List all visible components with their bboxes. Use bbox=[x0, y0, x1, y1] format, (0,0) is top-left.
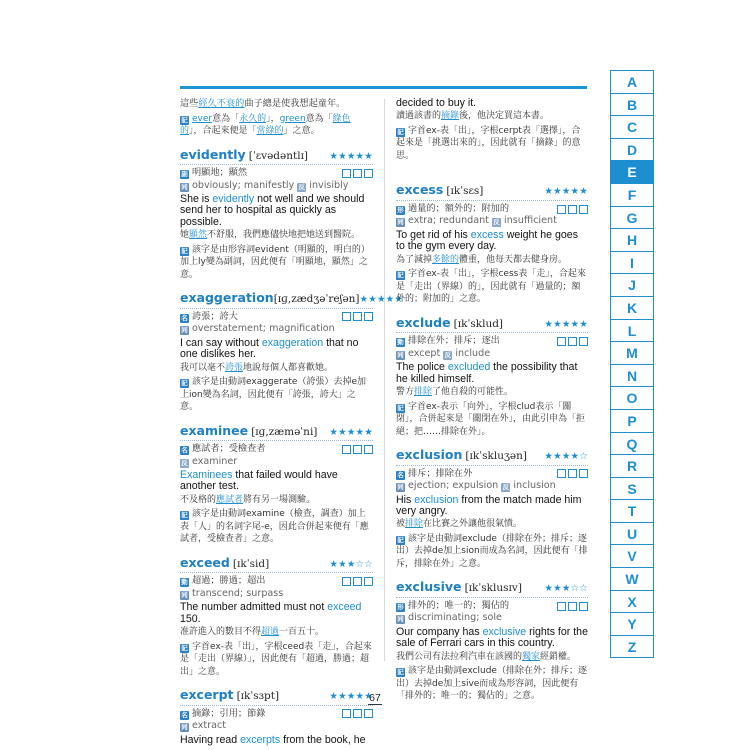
tab-a[interactable]: A bbox=[610, 70, 654, 94]
meaning: 誇張；誇大 bbox=[192, 310, 238, 322]
rating-stars: ★★★★★ bbox=[329, 426, 373, 438]
tab-n[interactable]: N bbox=[610, 364, 654, 388]
rating-stars: ★★★★★ bbox=[544, 186, 588, 198]
tab-v[interactable]: V bbox=[610, 544, 654, 568]
headword: exceed bbox=[180, 554, 230, 570]
synonym-icon: 同 bbox=[397, 218, 404, 227]
phonetic: [ɪkˈskluʒən] bbox=[465, 450, 527, 463]
meaning: 超過；勝過；超出 bbox=[192, 575, 266, 587]
example-en: The number admitted must not exceed 150. bbox=[180, 601, 362, 625]
synonym-icon: 同 bbox=[181, 723, 188, 732]
synonyms: 同 extra; redundant 反 insufficient bbox=[397, 215, 557, 227]
etymology-note: 記 該字是由動詞exaggerate（誇張）去掉e加上ion變為名詞，因此便有「誇張，誇大」之意。 bbox=[180, 377, 367, 413]
pos-icon: 動 bbox=[181, 578, 188, 587]
review-checkboxes[interactable] bbox=[557, 469, 588, 478]
pos-icon: 動 bbox=[397, 338, 404, 347]
entry-exclude bbox=[396, 314, 588, 438]
entry-exceed bbox=[180, 554, 373, 678]
phonetic: [ˈɛvədəntlɪ] bbox=[248, 149, 309, 162]
rating-stars: ★★★☆☆ bbox=[329, 558, 373, 570]
meaning: 排外的；唯一的；獨佔的 bbox=[408, 599, 510, 611]
review-checkboxes[interactable] bbox=[342, 312, 373, 321]
antonyms: 反 examiner bbox=[181, 455, 238, 467]
antonym-icon: 反 bbox=[493, 218, 500, 227]
tab-b[interactable]: B bbox=[610, 93, 654, 117]
entry-excess bbox=[396, 184, 588, 305]
review-checkboxes[interactable] bbox=[557, 602, 588, 611]
review-checkboxes[interactable] bbox=[342, 577, 373, 586]
tab-j[interactable]: J bbox=[610, 273, 654, 297]
pos-icon: 名 bbox=[397, 470, 404, 479]
tab-u[interactable]: U bbox=[610, 522, 654, 546]
review-checkboxes[interactable] bbox=[342, 169, 373, 178]
tab-t[interactable]: T bbox=[610, 499, 654, 523]
headword: exclusion bbox=[396, 447, 463, 463]
entry-exclusion bbox=[396, 449, 588, 570]
example-zh: 讀過該書的摘錄後，他決定買這本書。 bbox=[396, 111, 550, 122]
etymology-note: 記 字首ex-表「出」，字根cerpt表「選擇」，合起來是「挑選出來的」，因此就有「摘錄」的意思。 bbox=[396, 125, 581, 161]
phonetic: [ɪkˈsɛs] bbox=[446, 185, 484, 198]
review-checkboxes[interactable] bbox=[342, 445, 373, 454]
note-icon: 記 bbox=[397, 535, 404, 544]
tab-e[interactable]: E bbox=[610, 160, 654, 184]
etymology-note: 記 字首ex-表「出」，字根ceed表「走」，合起來是「走出（界線）」，因此便有「超過，勝過；超出」之意。 bbox=[180, 641, 372, 677]
tab-p[interactable]: P bbox=[610, 409, 654, 433]
meaning: 過量的；額外的；附加的 bbox=[408, 202, 510, 214]
example-en-continued: decided to buy it. bbox=[396, 97, 477, 109]
example-zh: 為了減掉多餘的體重，他每天都去健身房。 bbox=[396, 254, 568, 265]
tab-q[interactable]: Q bbox=[610, 432, 654, 456]
pos-icon: 名 bbox=[181, 446, 188, 455]
note-icon: 記 bbox=[397, 271, 404, 280]
example-en: His exclusion from the match made him very angry. bbox=[396, 493, 582, 517]
antonym-icon: 反 bbox=[298, 182, 306, 191]
headword: exclusive bbox=[396, 579, 462, 595]
column-divider bbox=[384, 99, 385, 661]
pos-icon: 名 bbox=[181, 710, 188, 719]
synonyms: 同 discriminating; sole bbox=[397, 612, 502, 624]
meaning: 排除在外；排斥；逐出 bbox=[408, 335, 500, 347]
etymology-note: 記 該字是由動詞examine（檢查，調查）加上表「人」的名詞字尾-e，因此合併起來便有「應試者，受檢查者」之意。 bbox=[180, 509, 369, 545]
tab-y[interactable]: Y bbox=[610, 612, 654, 636]
intro-sentence: 這些經久不衰的曲子總是使我想起童年。 bbox=[180, 98, 346, 109]
example-zh: 我們公司有法拉利汽車在該國的獨家經銷權。 bbox=[396, 651, 577, 662]
note-icon: 記 bbox=[181, 511, 188, 520]
right-column bbox=[396, 98, 588, 703]
example-en: I can say without exaggeration that no one dislikes her. bbox=[180, 336, 359, 361]
rating-stars: ★★★★★ bbox=[359, 294, 404, 306]
phonetic: [ɪɡ,zædʒəˈreʃən] bbox=[273, 293, 360, 306]
pos-icon: 副 bbox=[181, 170, 188, 178]
note-icon: 記 bbox=[397, 127, 404, 136]
example-zh: 我可以毫不誇張地說每個人都喜歡她。 bbox=[180, 362, 334, 373]
etymology-note: 記 該字是由動詞exclude（排除在外；排斥；逐出）去掉de加上sion而成為名詞，因此便有「排斥，排除在外」之意。 bbox=[396, 533, 588, 569]
example-en: She is evidently not well and we should send her to hospital as quickly as possible. bbox=[180, 193, 365, 228]
headword: exaggeration bbox=[180, 290, 274, 306]
note-icon: 記 bbox=[397, 403, 404, 412]
synonyms: 同 transcend; surpass bbox=[181, 587, 284, 599]
example-zh: 不及格的應試者將有另一場測驗。 bbox=[180, 494, 316, 505]
rating-stars: ★★★★★ bbox=[329, 691, 373, 703]
phonetic: [ɪkˈsklusɪv] bbox=[464, 582, 522, 595]
meaning: 排斥；排除在外 bbox=[408, 467, 473, 479]
note-icon: 記 bbox=[181, 115, 188, 124]
synonyms: 同 ejection; expulsion 反 inclusion bbox=[397, 480, 556, 492]
rating-stars: ★★★☆☆ bbox=[544, 583, 588, 595]
example-zh: 她顯然不舒服，我們應儘快地把她送到醫院。 bbox=[180, 230, 361, 241]
pos-icon: 名 bbox=[181, 313, 188, 322]
page-number: 67 bbox=[369, 692, 381, 704]
synonym-icon: 同 bbox=[181, 182, 188, 191]
entry-evidently bbox=[180, 146, 373, 282]
note-icon: 記 bbox=[181, 643, 188, 652]
headword: excerpt bbox=[180, 687, 234, 703]
tab-m[interactable]: M bbox=[610, 341, 654, 365]
antonym-icon: 反 bbox=[502, 483, 510, 492]
headword: examinee bbox=[180, 422, 249, 438]
antonym-icon: 反 bbox=[181, 458, 188, 467]
etymology-note: 記 該字是由形容詞evident（明顯的，明白的）加上ly變為副詞，因此便有「明顯地，顯然」之意。 bbox=[180, 244, 370, 280]
note-icon: 記 bbox=[181, 379, 188, 388]
rating-stars: ★★★★★ bbox=[329, 150, 373, 162]
tab-c[interactable]: C bbox=[610, 115, 654, 139]
rating-stars: ★★★★★ bbox=[544, 318, 588, 330]
example-zh: 准許進入的數目不得超過一百五十。 bbox=[180, 627, 325, 638]
top-rule bbox=[180, 86, 587, 89]
tab-r[interactable]: R bbox=[610, 454, 654, 478]
etymology-note: 記 字首ex-表「出」，字根cess表「走」，合起來是「走出（界線）的」，因此就有「過量的；額外的；附加的」之意。 bbox=[396, 269, 586, 305]
note-icon: 記 bbox=[397, 668, 404, 677]
phonetic: [ɪkˈsklud] bbox=[453, 317, 504, 330]
entry-examinee bbox=[180, 422, 373, 546]
headword: exclude bbox=[396, 314, 451, 330]
synonyms: 同 obviously; manifestly 反 invisibly bbox=[181, 179, 349, 191]
review-checkboxes[interactable] bbox=[342, 709, 373, 718]
synonym-icon: 同 bbox=[397, 483, 404, 492]
synonym-icon: 同 bbox=[181, 590, 188, 599]
phonetic: [ɪkˈsɜpt] bbox=[236, 690, 280, 703]
meaning: 明顯地；顯然 bbox=[192, 167, 248, 178]
synonym-icon: 同 bbox=[181, 326, 188, 335]
pos-icon: 形 bbox=[397, 205, 404, 214]
entry-exaggeration bbox=[180, 290, 404, 413]
phonetic: [ɪkˈsid] bbox=[232, 557, 270, 570]
synonym-icon: 同 bbox=[397, 615, 404, 624]
meaning: 摘錄；引用；節錄 bbox=[192, 707, 266, 719]
synonyms: 同 extract bbox=[181, 720, 227, 732]
pos-icon: 形 bbox=[397, 602, 404, 611]
tab-x[interactable]: X bbox=[610, 590, 654, 614]
tab-o[interactable]: O bbox=[610, 386, 654, 410]
entry-exclusive bbox=[396, 581, 588, 702]
tab-k[interactable]: K bbox=[610, 296, 654, 320]
tab-f[interactable]: F bbox=[610, 183, 654, 207]
etymology-note: 記 字首ex-表示「向外」，字根clud表示「關閉」，合併起來是「關閉在外」，由此引申為「拒絕；把……排除在外」。 bbox=[396, 401, 586, 437]
phonetic: [ɪɡ,zæməˈni] bbox=[251, 425, 318, 438]
synonym-icon: 同 bbox=[397, 350, 404, 359]
example-en: Having read excerpts from the book, he bbox=[180, 733, 366, 746]
synonyms: 同 except 反 include bbox=[397, 347, 491, 359]
tab-i[interactable]: I bbox=[610, 251, 654, 275]
example-en: To get rid of his excess weight he goes to the gym every day. bbox=[396, 228, 578, 253]
tab-h[interactable]: H bbox=[610, 228, 654, 252]
meaning: 應試者；受檢查者 bbox=[192, 443, 266, 455]
example-en: The police excluded the possibility that he killed himself. bbox=[396, 361, 578, 385]
synonyms: 同 overstatement; magnification bbox=[181, 323, 335, 335]
example-en: Examinees that failed would have another test. bbox=[180, 469, 338, 493]
intro-note: 記 ever意為「永久的」，green意為「綠色的」，合起來便是「常綠的」之意。 bbox=[180, 113, 351, 136]
tab-z[interactable]: Z bbox=[610, 635, 654, 659]
tab-w[interactable]: W bbox=[610, 567, 654, 591]
example-en: Our company has exclusive rights for the sale of Ferrari cars in this country. bbox=[396, 625, 588, 650]
alphabet-tabs bbox=[610, 70, 654, 657]
note-icon: 記 bbox=[181, 246, 188, 255]
tab-s[interactable]: S bbox=[610, 477, 654, 501]
rating-stars: ★★★★☆ bbox=[544, 451, 588, 463]
example-zh: 警方排除了他自殺的可能性。 bbox=[396, 387, 514, 398]
review-checkboxes[interactable] bbox=[557, 205, 588, 214]
example-zh: 被排除在比賽之外讓他很氣憤。 bbox=[396, 519, 523, 530]
etymology-note: 記 該字是由動詞exclude（排除在外；排斥；逐出）去掉de加上sive而成為形容詞，因此便有「排外的；唯一的；獨佔的」之意。 bbox=[396, 666, 587, 702]
tab-d[interactable]: D bbox=[610, 138, 654, 162]
headword: evidently bbox=[180, 146, 246, 162]
tab-l[interactable]: L bbox=[610, 319, 654, 343]
tab-g[interactable]: G bbox=[610, 206, 654, 230]
antonym-icon: 反 bbox=[444, 350, 452, 359]
review-checkboxes[interactable] bbox=[557, 337, 588, 346]
headword: excess bbox=[396, 182, 444, 198]
